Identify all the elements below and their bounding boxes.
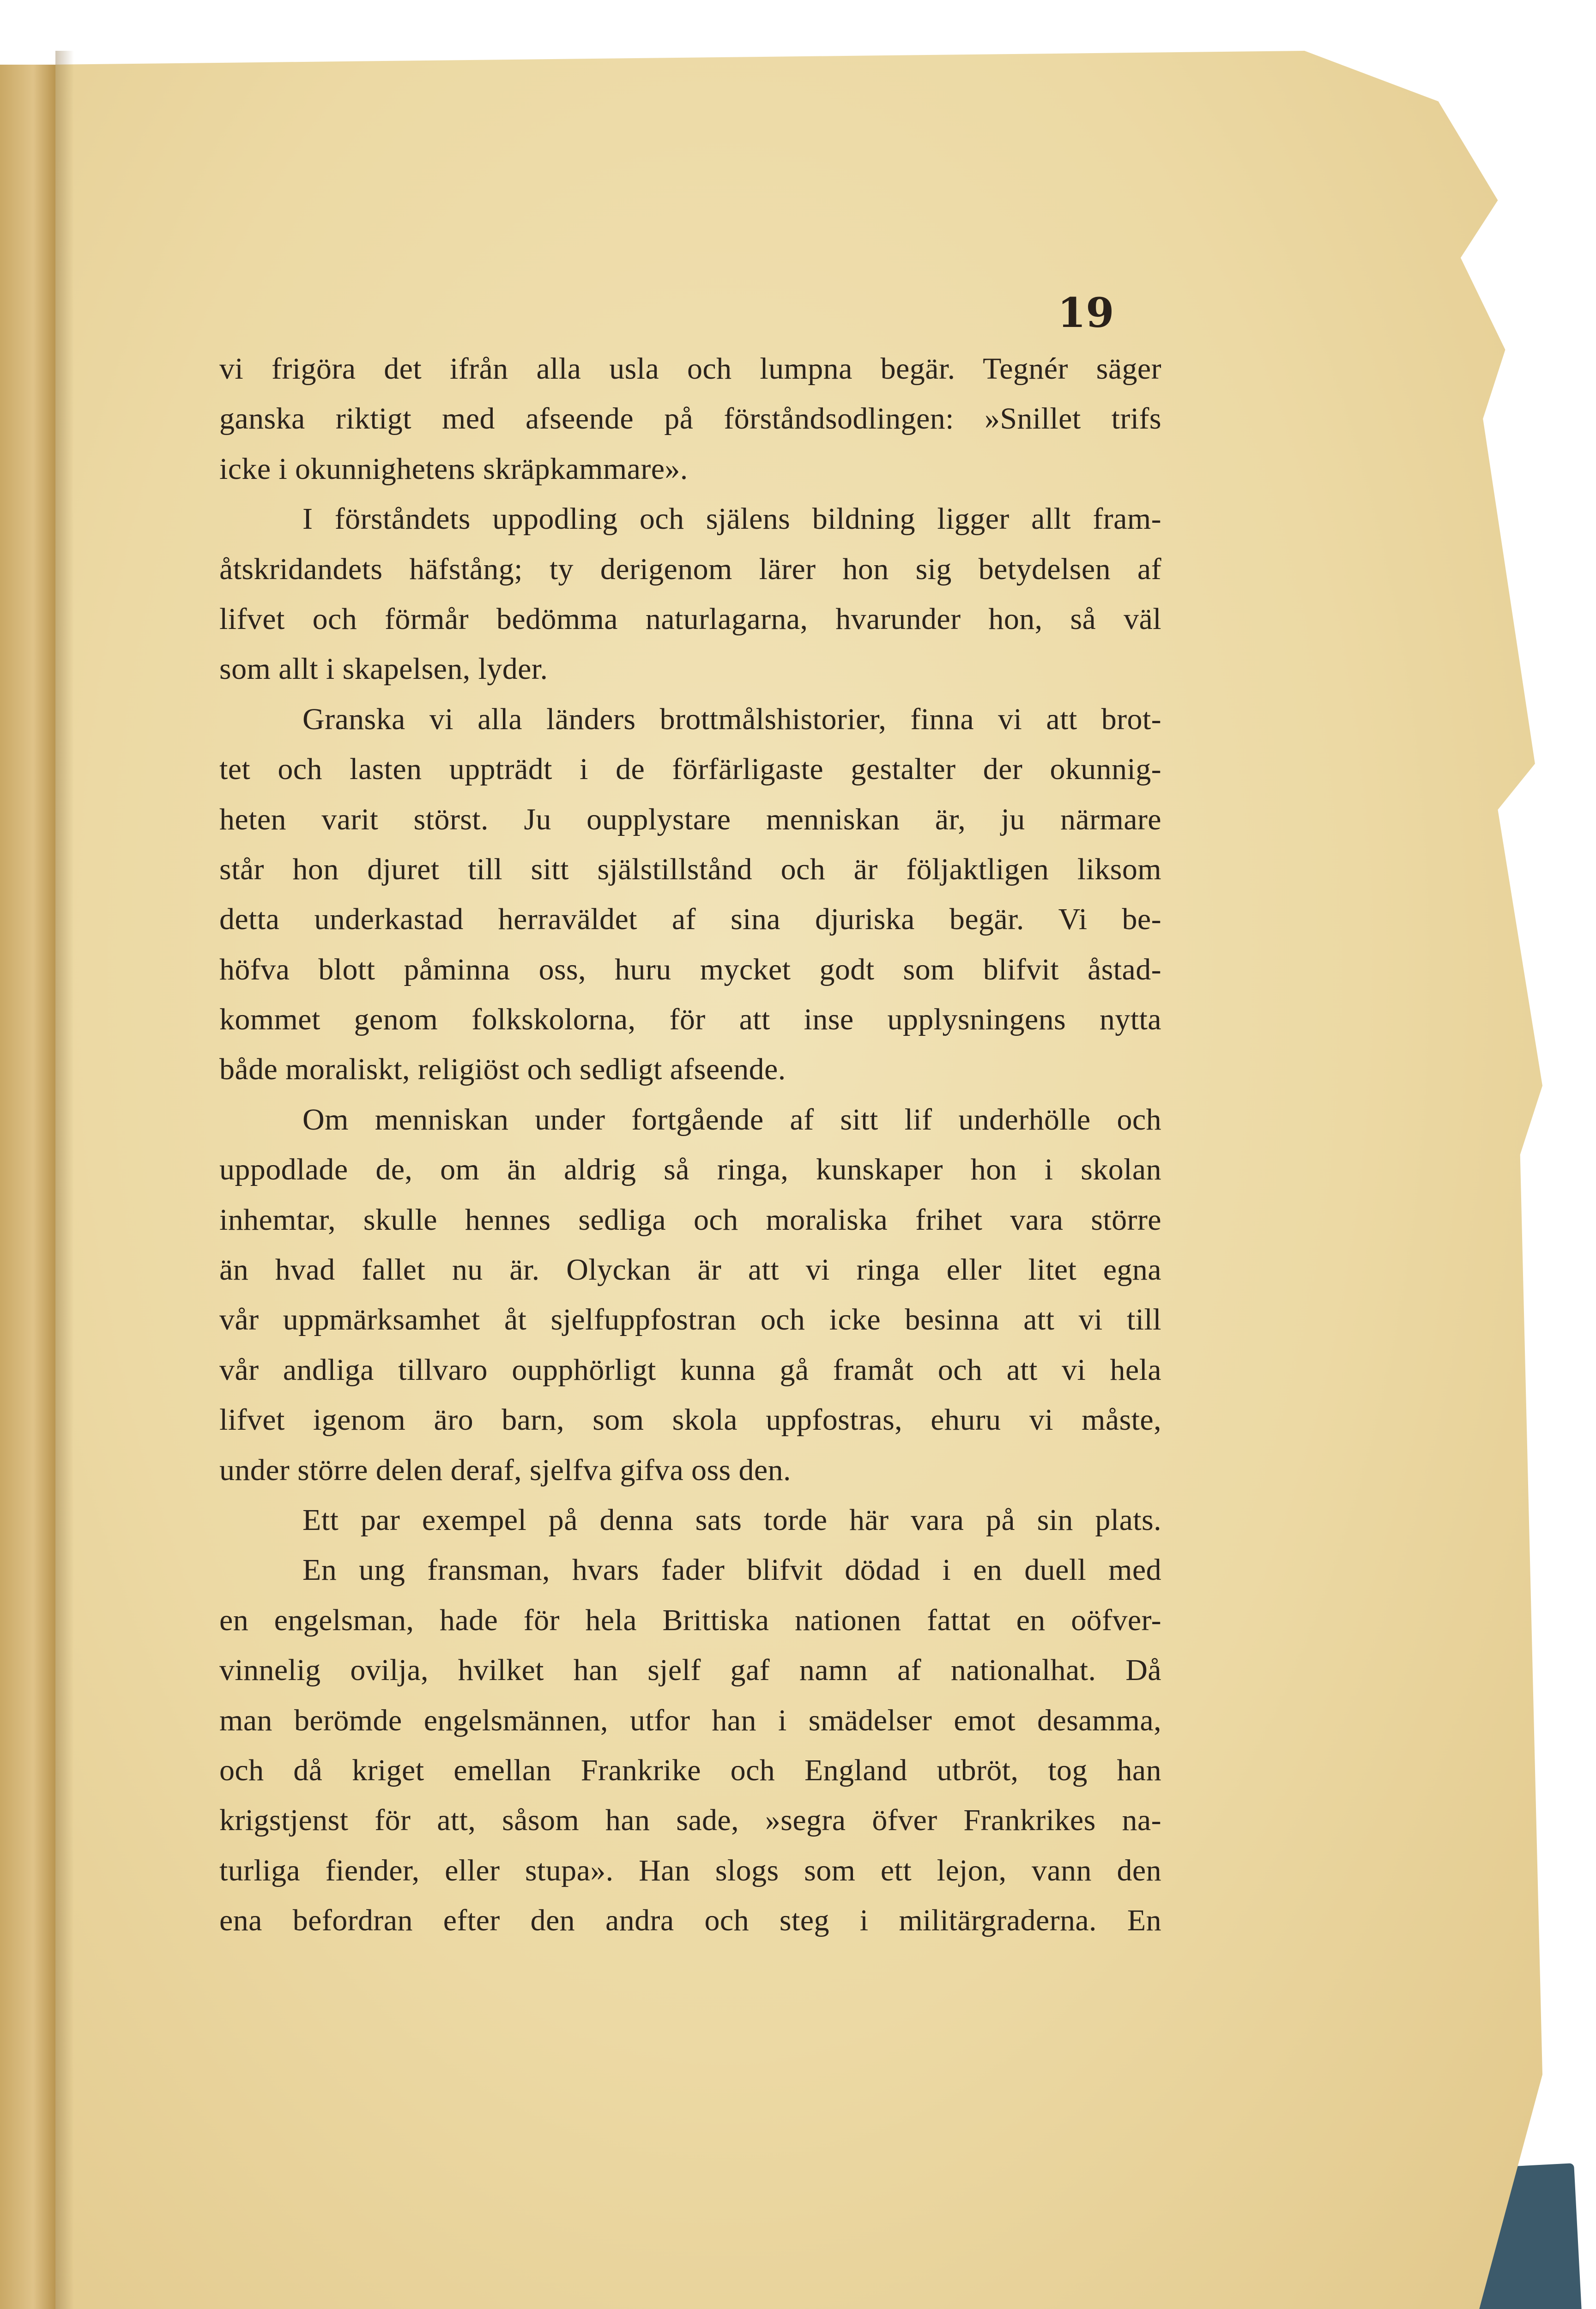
body-text (219, 344, 1161, 1946)
gutter-shadow (55, 51, 74, 2309)
text-line: Om menniskan under fortgående af sitt lif underhölle och (302, 1102, 1161, 1136)
text-line: vår uppmärksamhet åt sjelfuppfostran och icke besinna att vi till (219, 1303, 1161, 1337)
text-line: vår andliga tillvaro oupphörligt kunna gå framåt och att vi hela (219, 1353, 1161, 1387)
text-line: vi frigöra det ifrån alla usla och lumpna begär. Tegnér säger (219, 352, 1161, 386)
text-line: än hvad fallet nu är. Olyckan är att vi ringa eller litet egna (219, 1253, 1161, 1287)
text-line: både moraliskt, religiöst och sedligt afseende. (219, 1052, 786, 1087)
text-line: som allt i skapelsen, lyder. (219, 652, 548, 686)
text-line: lifvet igenom äro barn, som skola uppfostras, ehuru vi måste, (219, 1403, 1161, 1437)
text-line: krigstjenst för att, såsom han sade, »segra öfver Frankrikes na- (219, 1803, 1161, 1838)
text-line: lifvet och förmår bedömma naturlagarna, hvarunder hon, så väl (219, 602, 1161, 636)
text-line: man berömde engelsmännen, utfor han i smädelser emot desamma, (219, 1703, 1161, 1737)
text-line: Granska vi alla länders brottmålshistorier, finna vi att brot- (302, 702, 1161, 736)
text-line: vinnelig ovilja, hvilket han sjelf gaf namn af nationalhat. Då (219, 1653, 1161, 1687)
text-line: ganska riktigt med afseende på förståndsodlingen: »Snillet trifs (219, 402, 1161, 436)
text-line: icke i okunnighetens skräpkammare». (219, 452, 688, 486)
text-line: och då kriget emellan Frankrike och England utbröt, tog han (219, 1753, 1161, 1787)
text-line: kommet genom folkskolorna, för att inse upplysningens nytta (219, 1003, 1161, 1037)
text-line: I förståndets uppodling och själens bildning ligger allt fram- (302, 502, 1161, 536)
text-line: heten varit störst. Ju oupplystare menniskan är, ju närmare (219, 802, 1161, 836)
text-line: står hon djuret till sitt själstillstånd och är följaktligen liksom (219, 852, 1161, 886)
facing-page-edge (0, 65, 58, 2309)
text-line: uppodlade de, om än aldrig så ringa, kunskaper hon i skolan (219, 1153, 1161, 1187)
text-line: turliga fiender, eller stupa». Han slogs som ett lejon, vann den (219, 1853, 1161, 1887)
page-number: 19 (1058, 289, 1114, 337)
text-line: Ett par exempel på denna sats torde här vara på sin plats. (302, 1503, 1161, 1537)
text-line: åtskridandets häfstång; ty derigenom lärer hon sig betydelsen af (219, 552, 1161, 586)
text-line: höfva blott påminna oss, huru mycket godt som blifvit åstad- (219, 952, 1161, 986)
text-line: tet och lasten uppträdt i de förfärligaste gestalter der okunnig- (219, 752, 1161, 786)
text-line: inhemtar, skulle hennes sedliga och moraliska frihet vara större (219, 1203, 1161, 1237)
text-line: ena befordran efter den andra och steg i militärgraderna. En (219, 1904, 1161, 1938)
text-line: En ung fransman, hvars fader blifvit dödad i en duell med (302, 1553, 1161, 1587)
text-line: under större delen deraf, sjelfva gifva oss den. (219, 1453, 791, 1487)
text-line: en engelsman, hade för hela Brittiska nationen fattat en oöfver- (219, 1603, 1161, 1637)
text-line: detta underkastad herraväldet af sina djuriska begär. Vi be- (219, 902, 1161, 937)
